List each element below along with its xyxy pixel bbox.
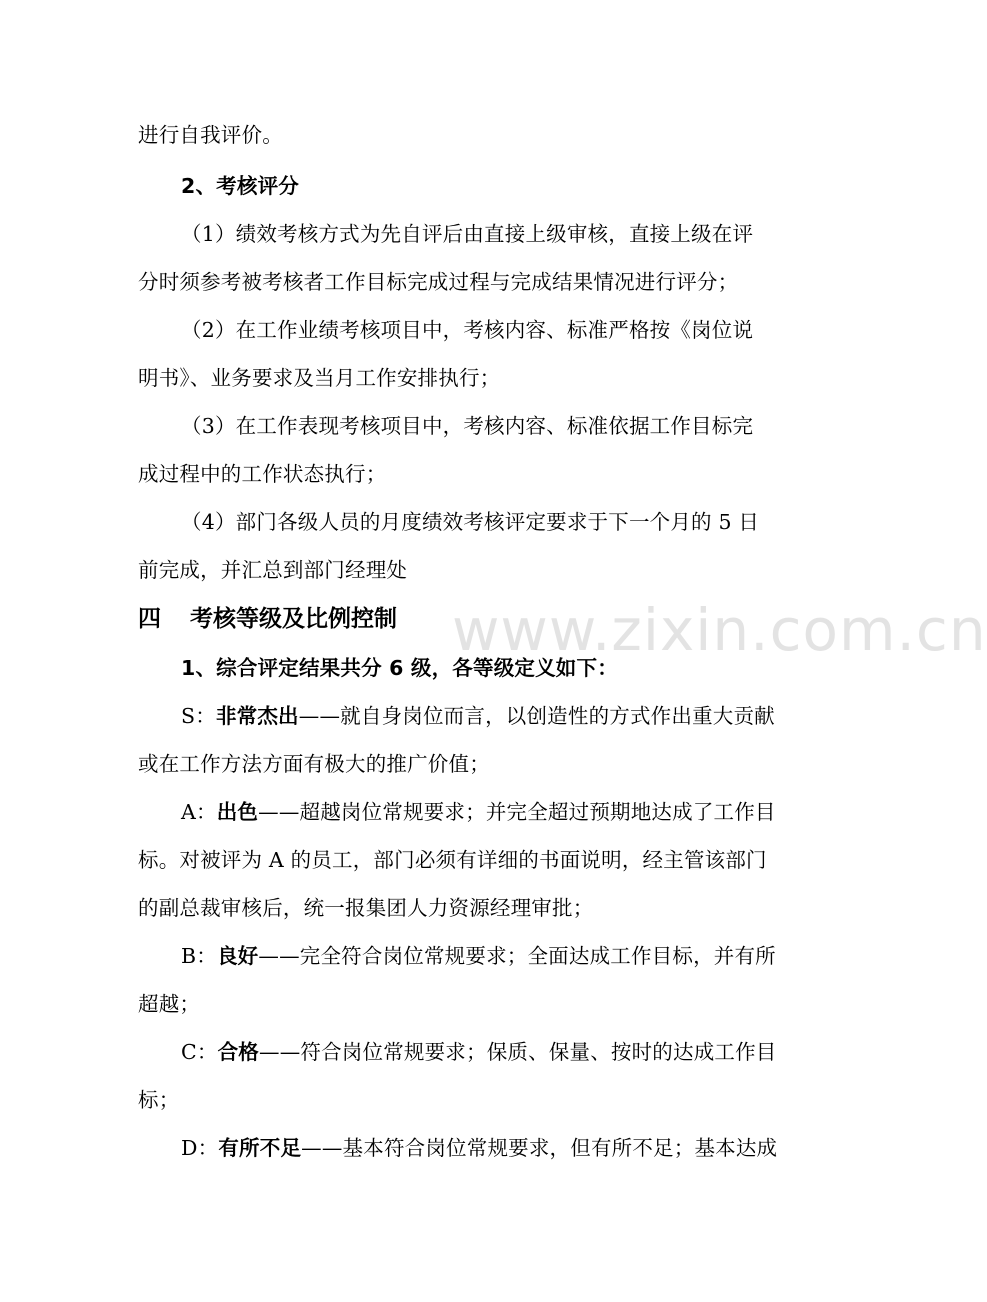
- paragraph-line: 成过程中的工作状态执行；: [138, 462, 387, 486]
- grade-d-text: ——基本符合岗位常规要求，但有所不足；基本达成: [301, 1136, 778, 1160]
- paragraph-line: 超越；: [138, 992, 201, 1016]
- grade-b-term: 良好: [216, 944, 259, 968]
- grade-s-text: ——就自身岗位而言，以创造性的方式作出重大贡献: [298, 704, 775, 728]
- paragraph-line: 进行自我评价。: [138, 123, 283, 147]
- paragraph-line: 明书》、业务要求及当月工作安排执行；: [138, 366, 501, 390]
- paragraph-line: 前完成，并汇总到部门经理处: [138, 558, 408, 582]
- subsection-heading-grades: 1、综合评定结果共分 6 级，各等级定义如下：: [181, 656, 618, 680]
- grade-s-line: [181, 702, 775, 730]
- grade-d-term: 有所不足: [218, 1136, 302, 1160]
- section-title: 考核等级及比例控制: [190, 606, 397, 632]
- section-number: 四: [138, 606, 161, 632]
- paragraph-line: 分时须参考被考核者工作目标完成过程与完成结果情况进行评分；: [138, 270, 739, 294]
- grade-b-text: ——完全符合岗位常规要求；全面达成工作目标，并有所: [258, 944, 776, 968]
- paragraph-line: 或在工作方法方面有极大的推广价值；: [138, 752, 490, 776]
- paragraph-line: 的副总裁审核后，统一报集团人力资源经理审批；: [138, 896, 594, 920]
- grade-a-text: ——超越岗位常规要求；并完全超过预期地达成了工作目: [258, 800, 776, 824]
- grade-b-prefix: B：: [181, 944, 217, 968]
- grade-d-prefix: D：: [181, 1136, 219, 1160]
- section-heading: [138, 604, 397, 634]
- grade-a-prefix: A：: [181, 800, 217, 824]
- grade-s-prefix: S：: [181, 704, 216, 728]
- paragraph-line: （3）在工作表现考核项目中，考核内容、标准依据工作目标完: [181, 414, 754, 438]
- grade-c-term: 合格: [217, 1040, 259, 1064]
- grade-a-line: [181, 798, 776, 826]
- grade-d-line: [181, 1134, 777, 1162]
- paragraph-line: 标；: [138, 1088, 180, 1112]
- paragraph-line: （2）在工作业绩考核项目中，考核内容、标准严格按《岗位说: [181, 318, 754, 342]
- grade-a-term: 出色: [216, 800, 259, 824]
- grade-s-term: 非常杰出: [215, 704, 299, 728]
- paragraph-line: 标。对被评为 A 的员工，部门必须有详细的书面说明，经主管该部门: [138, 848, 767, 872]
- grade-c-line: [181, 1038, 777, 1066]
- paragraph-line: （4）部门各级人员的月度绩效考核评定要求于下一个月的 5 日: [181, 510, 760, 534]
- grade-c-prefix: C：: [181, 1040, 218, 1064]
- paragraph-line: （1）绩效考核方式为先自评后由直接上级审核，直接上级在评: [181, 222, 754, 246]
- grade-c-text: ——符合岗位常规要求；保质、保量、按时的达成工作目: [259, 1040, 777, 1064]
- watermark: www.zixin.com.cn: [452, 596, 987, 664]
- grade-b-line: [181, 942, 776, 970]
- subsection-heading-scoring: 2、考核评分: [181, 174, 299, 198]
